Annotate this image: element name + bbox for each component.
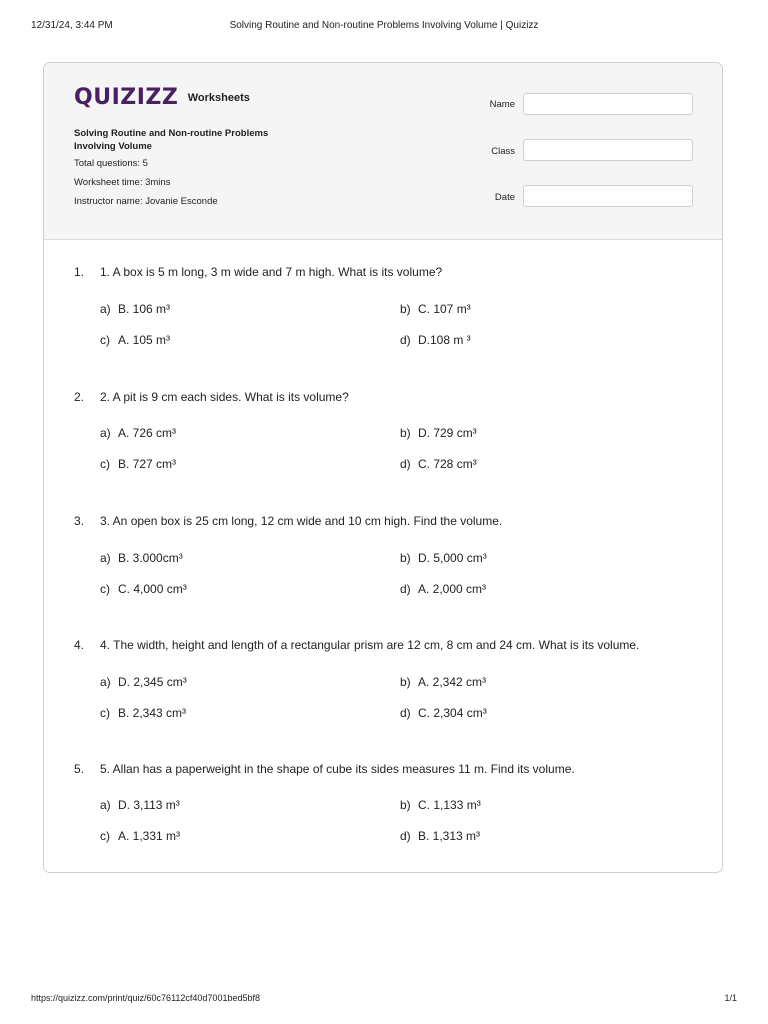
print-datetime: 12/31/24, 3:44 PM: [31, 20, 113, 31]
class-field[interactable]: [523, 139, 693, 161]
option-a[interactable]: a) B. 106 m³: [100, 302, 171, 316]
option-b[interactable]: b) D. 5,000 cm³: [400, 551, 487, 565]
name-label: Name: [489, 99, 515, 110]
option-b[interactable]: b) C. 1,133 m³: [400, 798, 481, 812]
question-number: 3.: [74, 514, 85, 528]
worksheet-header: [44, 63, 722, 240]
print-page-title: Solving Routine and Non-routine Problems Involving Volume | Quizizz: [229, 20, 539, 31]
option-d[interactable]: d) C. 728 cm³: [400, 457, 477, 471]
print-header: [31, 20, 737, 34]
instructor-name: Instructor name: Jovanie Esconde: [74, 196, 218, 207]
question-text: [74, 263, 714, 281]
question-number: 2.: [74, 390, 85, 404]
worksheet-title-line2: Involving Volume: [74, 141, 152, 152]
option-a[interactable]: a) A. 726 cm³: [100, 426, 177, 440]
question-text: [74, 388, 714, 406]
question-body: 3. An open box is 25 cm long, 12 cm wide and 10 cm high. Find the volume.: [100, 514, 503, 528]
question-1: [74, 263, 714, 347]
date-label: Date: [494, 192, 515, 203]
question-text: [74, 636, 714, 654]
option-c[interactable]: c) B. 727 cm³: [100, 457, 177, 471]
option-a[interactable]: a) B. 3.000cm³: [100, 551, 183, 565]
option-b[interactable]: b) C. 107 m³: [400, 302, 471, 316]
product-name: Worksheets: [187, 91, 250, 104]
question-3: [74, 512, 714, 596]
print-url[interactable]: https://quizizz.com/print/quiz/60c76112cf40d7001bed5bf8: [31, 993, 260, 1003]
question-body: 2. A pit is 9 cm each sides. What is its volume?: [100, 390, 349, 404]
option-a[interactable]: a) D. 3,113 m³: [100, 798, 180, 812]
question-number: 4.: [74, 638, 85, 652]
name-field[interactable]: [523, 93, 693, 115]
quizizz-logo: QUIZIZZ: [74, 85, 179, 110]
option-c[interactable]: c) A. 1,331 m³: [100, 829, 181, 843]
brand: [74, 85, 250, 111]
option-d[interactable]: d) B. 1,313 m³: [400, 829, 481, 843]
worksheet-meta: [74, 127, 334, 214]
option-c[interactable]: c) C. 4,000 cm³: [100, 582, 187, 596]
question-body: 5. Allan has a paperweight in the shape of cube its sides measures 11 m. Find its volume.: [100, 762, 575, 776]
option-d[interactable]: d) A. 2,000 cm³: [400, 582, 487, 596]
question-number: 5.: [74, 762, 85, 776]
worksheet-time: Worksheet time: 3mins: [74, 177, 171, 188]
worksheet-title: [74, 127, 334, 153]
option-d[interactable]: d) D.108 m ³: [400, 333, 471, 347]
option-b[interactable]: b) D. 729 cm³: [400, 426, 477, 440]
question-body: 4. The width, height and length of a rectangular prism are 12 cm, 8 cm and 24 cm. What is its volume.: [100, 638, 640, 652]
option-d[interactable]: d) C. 2,304 cm³: [400, 706, 487, 720]
option-c[interactable]: c) A. 105 m³: [100, 333, 171, 347]
question-number: 1.: [74, 265, 85, 279]
question-body: 1. A box is 5 m long, 3 m wide and 7 m high. What is its volume?: [100, 265, 443, 279]
class-label: Class: [491, 146, 515, 157]
question-text: [74, 512, 714, 530]
worksheet-title-line1: Solving Routine and Non-routine Problems: [74, 128, 269, 139]
question-4: [74, 636, 714, 720]
question-text: [74, 760, 714, 778]
option-c[interactable]: c) B. 2,343 cm³: [100, 706, 187, 720]
option-a[interactable]: a) D. 2,345 cm³: [100, 675, 187, 689]
question-5: [74, 760, 714, 843]
total-questions: Total questions: 5: [74, 158, 148, 169]
print-footer: [31, 993, 737, 1007]
date-field[interactable]: [523, 185, 693, 207]
page-count: 1/1: [724, 993, 737, 1003]
question-2: [74, 388, 714, 471]
worksheet-card: [43, 62, 723, 873]
option-b[interactable]: b) A. 2,342 cm³: [400, 675, 487, 689]
